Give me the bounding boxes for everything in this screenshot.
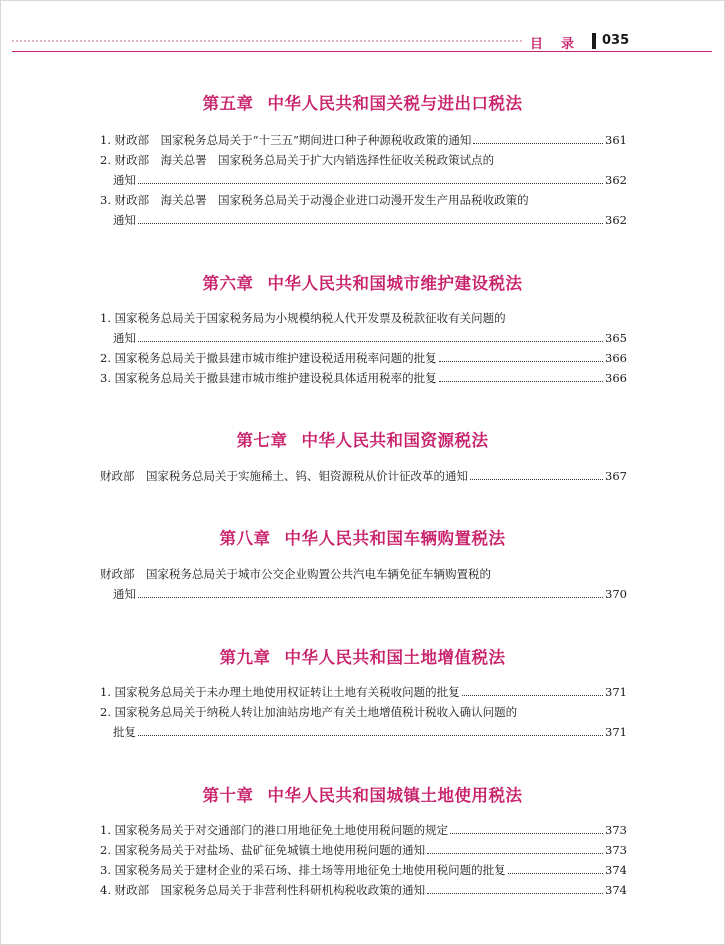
chapter-heading: 第六章 中华人民共和国城市维护建设税法	[202, 274, 523, 293]
toc-entry[interactable]: 2. 国家税务总局关于撤县建市城市维护建设税适用税率问题的批复 366	[100, 351, 627, 365]
toc-entry[interactable]: 4. 财政部 国家税务总局关于非营利性科研机构税收政策的通知 374	[100, 883, 627, 897]
toc-entry[interactable]: 1. 国家税务局关于对交通部门的港口用地征免土地使用税问题的规定 373	[100, 823, 627, 837]
toc-entry[interactable]: 3. 财政部 海关总署 国家税务总局关于动漫企业进口动漫开发生产用品税收政策的 通知 362	[100, 193, 627, 227]
toc-entry[interactable]: 2. 国家税务局关于对盐场、盐矿征免城镇土地使用税问题的通知 373	[100, 843, 627, 857]
toc-entry[interactable]: 财政部 国家税务总局关于实施稀土、钨、钼资源税从价计征改革的通知 367	[100, 469, 627, 483]
running-header	[0, 33, 725, 53]
chapter-heading: 第九章 中华人民共和国土地增值税法	[219, 648, 506, 667]
chapter-heading: 第五章 中华人民共和国关税与进出口税法	[202, 94, 523, 113]
chapter-heading: 第七章 中华人民共和国资源税法	[236, 431, 489, 450]
header-divider-bar	[592, 33, 596, 49]
header-title: 目录	[530, 37, 593, 52]
toc-entry[interactable]: 2. 财政部 海关总署 国家税务总局关于扩大内销选择性征收关税政策试点的 通知 362	[100, 153, 627, 187]
toc-entry[interactable]: 财政部 国家税务总局关于城市公交企业购置公共汽电车辆免征车辆购置税的 通知 370	[100, 567, 627, 601]
chapter-heading: 第十章 中华人民共和国城镇土地使用税法	[202, 786, 523, 805]
header-page-number: 035	[602, 33, 630, 48]
toc-entry[interactable]: 1. 财政部 国家税务总局关于“十三五”期间进口种子种源税收政策的通知 361	[100, 133, 627, 147]
toc-entry[interactable]: 2. 国家税务总局关于纳税人转让加油站房地产有关土地增值税计税收入确认问题的 批复 371	[100, 705, 627, 739]
toc-entry[interactable]: 3. 国家税务局关于建材企业的采石场、排土场等用地征免土地使用税问题的批复 374	[100, 863, 627, 877]
chapter-heading: 第八章 中华人民共和国车辆购置税法	[219, 529, 506, 548]
header-rule	[12, 51, 712, 52]
header-dotted-rule	[12, 40, 522, 42]
toc-entry[interactable]: 1. 国家税务总局关于未办理土地使用权证转让土地有关税收问题的批复 371	[100, 685, 627, 699]
toc-entry[interactable]: 3. 国家税务总局关于撤县建市城市维护建设税具体适用税率的批复 366	[100, 371, 627, 385]
toc-entry[interactable]: 1. 国家税务总局关于国家税务局为小规模纳税人代开发票及税款征收有关问题的 通知 365	[100, 311, 627, 345]
